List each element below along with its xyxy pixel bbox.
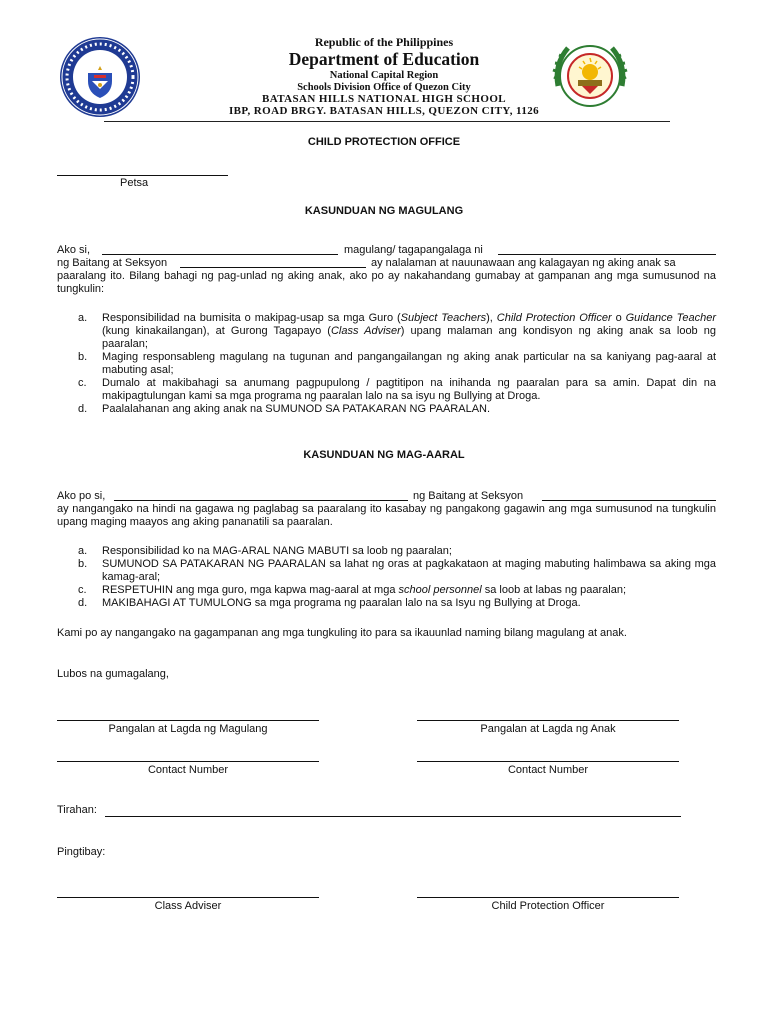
cpo-signature-line[interactable] — [417, 897, 679, 898]
child-signature-line[interactable] — [417, 720, 679, 721]
cpo-label: Child Protection Officer — [491, 900, 605, 912]
student-grade-blank[interactable] — [542, 490, 716, 501]
list-item — [78, 558, 716, 584]
date-label: Petsa — [120, 177, 149, 189]
parent-contact-label: Contact Number — [147, 764, 229, 776]
item-text: Responsibilidad ko na MAG-ARAL NANG MABUTI sa loob ng paaralan; — [102, 545, 452, 557]
office-title: CHILD PROTECTION OFFICE — [307, 136, 461, 148]
adviser-label: Class Adviser — [154, 900, 222, 912]
item-text: Dumalo at makibahagi sa anumang pagpupulong / pagtitipon na inihanda ng paaralan para sa amin. Dapat din na makipagtulungan kami sa mga programa ng paaralan lalo na sa isyu ng Bullying at Droga. — [102, 377, 716, 402]
item-text: Maging responsableng magulang na tugunan and pangangailangan ng aking anak particular na sa kaniyang pag-aaral at mabuting asal; — [102, 351, 716, 376]
list-item — [78, 545, 716, 558]
list-item — [78, 312, 716, 351]
student-section-title: KASUNDUAN NG MAG-AARAL — [303, 449, 465, 461]
adviser-signature-line[interactable] — [57, 897, 319, 898]
child-name-blank[interactable] — [498, 244, 716, 255]
item-text: Responsibilidad na bumisita o makipag-usap sa mga Guro ( — [102, 312, 401, 324]
student-name-blank[interactable] — [114, 490, 408, 501]
division-line: Schools Division Office of Quezon City — [297, 81, 471, 93]
item-italic: Subject Teachers — [400, 312, 487, 324]
child-signature-label: Pangalan at Lagda ng Anak — [480, 723, 616, 735]
item-italic: school personnel — [398, 584, 482, 596]
list-marker: a. — [78, 545, 88, 557]
parent-contact-line[interactable] — [57, 761, 319, 762]
child-contact-label: Contact Number — [507, 764, 589, 776]
list-item — [78, 351, 716, 377]
parent-intro-rest: paaralang ito. Bilang bahagi ng pag-unlad ng aking anak, ako po ay nakahandang gumabay at gampanan ang mga sumusunod na tungkulin: — [57, 270, 716, 295]
item-italic: Guidance Teacher — [625, 312, 716, 324]
department-title: Department of Education — [288, 49, 480, 69]
student-grade-label: ng Baitang at Seksyon — [413, 490, 524, 502]
parent-intro — [57, 244, 716, 296]
item-text: RESPETUHIN ang mga guro, mga kapwa mag-aaral at mga — [102, 584, 399, 596]
list-marker: b. — [78, 351, 88, 363]
region-line: National Capital Region — [329, 70, 439, 81]
student-intro — [57, 490, 716, 529]
parent-section-title: KASUNDUAN NG MAGULANG — [304, 205, 464, 217]
item-text: SUMUNOD SA PATAKARAN NG PAARALAN sa lahat ng oras at pagkakataon at maging mabuting halimbawa sa aking mga kamag-aral; — [102, 558, 716, 583]
ako-si-label: Ako si, — [57, 244, 91, 256]
item-text: ), — [486, 312, 497, 324]
header-divider — [104, 121, 670, 122]
understood-text: ay nalalaman at nauunawaan ang kalagayan ng aking anak sa — [371, 257, 676, 269]
list-marker: d. — [78, 403, 88, 415]
student-duties-list — [78, 545, 716, 610]
item-text: (kung kinakailangan), at Gurong Tagapayo ( — [102, 325, 331, 337]
ako-po-si-label: Ako po si, — [57, 490, 106, 502]
child-contact-line[interactable] — [417, 761, 679, 762]
letterhead — [0, 36, 768, 117]
list-marker: d. — [78, 597, 88, 609]
closing-text: Lubos na gumagalang, — [57, 668, 169, 680]
list-item — [78, 584, 716, 597]
list-marker: b. — [78, 558, 88, 570]
school-address: IBP, ROAD BRGY. BATASAN HILLS, QUEZON CITY, 1126 — [228, 105, 540, 117]
address-line[interactable] — [105, 816, 681, 817]
list-item — [78, 377, 716, 403]
attested-label: Pingtibay: — [57, 846, 106, 858]
item-text: ) upang malaman ang kondisyon ng aking anak sa loob ng paaralan; — [102, 325, 716, 350]
parent-signature-label: Pangalan at Lagda ng Magulang — [108, 723, 268, 735]
item-italic: Child Protection Officer — [496, 312, 612, 324]
parent-duties-list — [78, 312, 716, 416]
list-item — [78, 597, 716, 610]
republic-line: Republic of the Philippines — [314, 35, 454, 49]
item-text: MAKIBAHAGI AT TUMULONG sa mga programa ng paaralan lalo na sa Isyu ng Bullying at Droga. — [102, 597, 581, 609]
grade-section-blank[interactable] — [180, 257, 366, 268]
address-label: Tirahan: — [57, 804, 97, 816]
grade-section-label: ng Baitang at Seksyon — [57, 257, 168, 269]
item-italic: Class Adviser — [330, 325, 401, 337]
list-item — [78, 403, 716, 416]
list-marker: c. — [78, 584, 87, 596]
school-name: BATASAN HILLS NATIONAL HIGH SCHOOL — [261, 93, 507, 105]
item-text: Paalalahanan ang aking anak na SUMUNOD SA PATAKARAN NG PAARALAN. — [102, 403, 491, 415]
item-text: sa loob at labas ng paaralan; — [481, 584, 627, 596]
list-marker: c. — [78, 377, 87, 389]
pledge-text: Kami po ay nangangako na gagampanan ang mga tungkuling ito para sa ikauunlad naming bilang magulang at anak. — [57, 627, 627, 639]
item-text: o — [611, 312, 626, 324]
parent-name-blank[interactable] — [102, 244, 338, 255]
date-line[interactable] — [57, 175, 228, 176]
student-intro-rest: ay nangangako na hindi na gagawa ng paglabag sa paaralang ito kasabay ng pangakong gagawin ang mga sumusunod na tungkulin upang maging maayos ang aking pananatili sa paaralan. — [57, 503, 716, 528]
parent-signature-line[interactable] — [57, 720, 319, 721]
guardian-label: magulang/ tagapangalaga ni — [344, 244, 483, 256]
list-marker: a. — [78, 312, 88, 324]
